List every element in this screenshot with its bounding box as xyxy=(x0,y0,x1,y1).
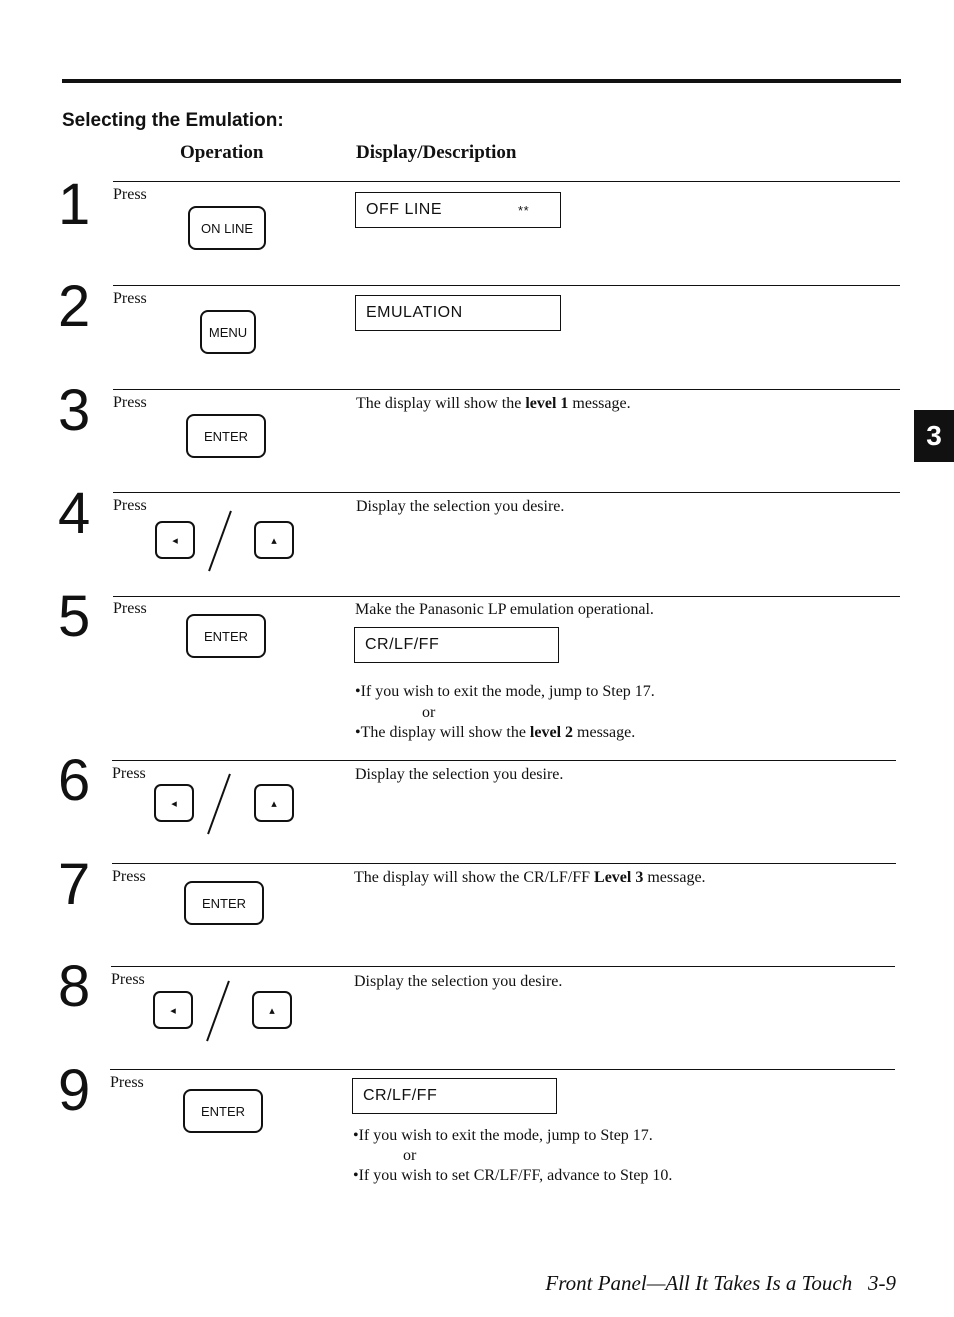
press-label: Press xyxy=(113,497,147,514)
step-9-bullet-2: •If you wish to set CR/LF/FF, advance to Step 10. xyxy=(353,1167,673,1184)
enter-key-button[interactable]: ENTER xyxy=(186,414,266,458)
step-divider-5 xyxy=(113,596,900,597)
section-title: Selecting the Emulation: xyxy=(62,110,284,131)
lcd-display-5: CR/LF/FF xyxy=(354,627,559,663)
up-arrow-key-button[interactable] xyxy=(254,521,294,559)
step-divider-9 xyxy=(110,1069,895,1070)
press-label: Press xyxy=(113,394,147,411)
enter-key-button[interactable]: ENTER xyxy=(186,614,266,658)
up-arrow-icon: ▴ xyxy=(271,796,277,810)
step-9-or: or xyxy=(403,1147,417,1164)
step-number-1: 1 xyxy=(58,172,91,237)
column-header-operation: Operation xyxy=(180,142,264,163)
chapter-tab: 3 xyxy=(914,410,954,462)
press-label: Press xyxy=(111,971,145,988)
step-3-description: The display will show the level 1 message. xyxy=(356,395,631,412)
lcd-stars: ** xyxy=(518,202,530,218)
lcd-display-2: EMULATION xyxy=(355,295,561,331)
step-divider-7 xyxy=(112,863,896,864)
step-number-7: 7 xyxy=(58,852,91,917)
up-arrow-key-button[interactable] xyxy=(254,784,294,822)
lcd-display-1 xyxy=(355,192,561,228)
lcd-display-9: CR/LF/FF xyxy=(352,1078,557,1114)
left-arrow-key-button[interactable] xyxy=(153,991,193,1029)
step-6-description: Display the selection you desire. xyxy=(355,766,564,783)
step-9-bullet-1: •If you wish to exit the mode, jump to Step 17. xyxy=(353,1127,653,1144)
step-5-bullet-1: •If you wish to exit the mode, jump to Step 17. xyxy=(355,683,655,700)
step-7-description: The display will show the CR/LF/FF Level 3 message. xyxy=(354,869,706,886)
step-number-6: 6 xyxy=(58,748,91,813)
slash-divider xyxy=(207,774,231,835)
up-arrow-key-button[interactable] xyxy=(252,991,292,1029)
enter-key-button[interactable]: ENTER xyxy=(183,1089,263,1133)
step-8-description: Display the selection you desire. xyxy=(354,973,563,990)
press-label: Press xyxy=(113,290,147,307)
step-divider-6 xyxy=(112,760,896,761)
step-number-2: 2 xyxy=(58,274,91,339)
left-arrow-key-button[interactable] xyxy=(154,784,194,822)
step-5-or: or xyxy=(422,704,436,721)
enter-key-button[interactable]: ENTER xyxy=(184,881,264,925)
press-label: Press xyxy=(112,868,146,885)
menu-key-button[interactable]: MENU xyxy=(200,310,256,354)
left-arrow-icon: ◂ xyxy=(170,1003,176,1017)
press-label: Press xyxy=(113,186,147,203)
step-divider-1 xyxy=(113,181,900,182)
step-divider-4 xyxy=(113,492,900,493)
up-arrow-icon: ▴ xyxy=(269,1003,275,1017)
step-divider-2 xyxy=(113,285,900,286)
step-number-4: 4 xyxy=(58,481,91,546)
step-number-9: 9 xyxy=(58,1058,91,1123)
page-footer: Front Panel—All It Takes Is a Touch 3-9 xyxy=(545,1271,896,1295)
press-label: Press xyxy=(110,1074,144,1091)
column-header-display: Display/Description xyxy=(356,142,517,163)
left-arrow-key-button[interactable] xyxy=(155,521,195,559)
online-key-button[interactable]: ON LINE xyxy=(188,206,266,250)
step-5-bullet-2: •The display will show the level 2 message. xyxy=(355,724,636,741)
left-arrow-icon: ◂ xyxy=(172,533,178,547)
lcd-text: OFF LINE xyxy=(366,201,443,218)
up-arrow-icon: ▴ xyxy=(271,533,277,547)
step-divider-3 xyxy=(113,389,900,390)
slash-divider xyxy=(206,981,230,1042)
step-4-description: Display the selection you desire. xyxy=(356,498,565,515)
slash-divider xyxy=(208,511,232,572)
step-5-description: Make the Panasonic LP emulation operational. xyxy=(355,601,654,618)
step-number-8: 8 xyxy=(58,954,91,1019)
left-arrow-icon: ◂ xyxy=(171,796,177,810)
step-divider-8 xyxy=(111,966,895,967)
press-label: Press xyxy=(113,600,147,617)
step-number-5: 5 xyxy=(58,584,91,649)
top-rule xyxy=(62,79,901,83)
press-label: Press xyxy=(112,765,146,782)
step-number-3: 3 xyxy=(58,378,91,443)
